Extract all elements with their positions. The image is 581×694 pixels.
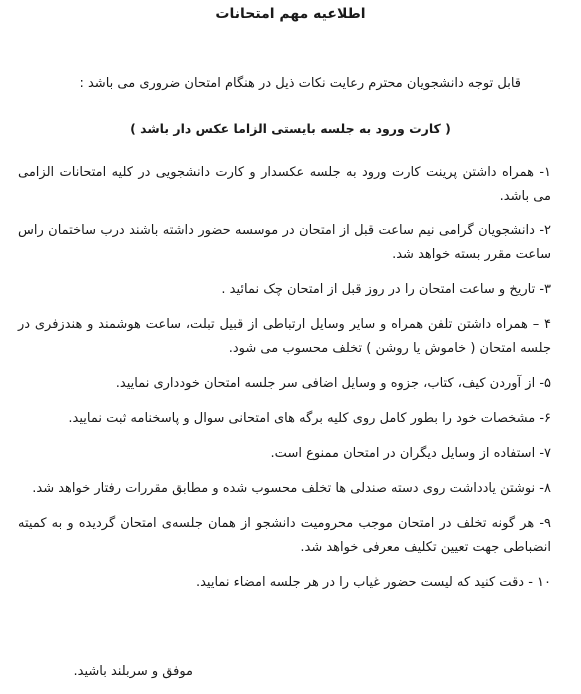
id-card-notice: ( کارت ورود به جلسه بایستی الزاما عکس دار باشد ) (130, 121, 451, 136)
rule-item-2: ۲- دانشجویان گرامی نیم ساعت قبل از امتحان در موسسه حضور داشته باشند درب ساختمان راس ساعت مقرر بسته خواهد شد. (18, 223, 551, 262)
rule-item-9: ۹- هر گونه تخلف در امتحان موجب محرومیت دانشجو از همان جلسه‌ی امتحان گردیده و به کمیته انضباطی جهت تعیین تکلیف معرفی خواهد شد. (18, 516, 551, 555)
rule-item-8: ۸- نوشتن یادداشت روی دسته صندلی ها تخلف محسوب شده و مطابق مقررات رفتار خواهد شد. (32, 481, 551, 496)
rule-item-6: ۶- مشخصات خود را بطور کامل روی کلیه برگه های امتحانی سوال و پاسخنامه ثبت نمایید. (68, 411, 551, 426)
rule-item-5: ۵- از آوردن کیف، کتاب، جزوه و وسایل اضافی سر جلسه امتحان خودداری نمایید. (115, 376, 551, 391)
rule-item-1: ۱- همراه داشتن پرینت کارت ورود به جلسه عکسدار و کارت دانشجویی در کلیه امتحانات الزامی می باشد. (18, 165, 551, 204)
rule-item-10: ۱۰ - دقت کنید که لیست حضور غیاب را در هر جلسه امضاء نمایید. (195, 575, 551, 590)
rule-item-4: ۴ – همراه داشتن تلفن همراه و سایر وسایل ارتباطی از قبیل تبلت، ساعت هوشمند و هندزفری در جلسه امتحان ( خاموش یا روشن ) تخلف محسوب می شود. (18, 317, 551, 356)
rule-item-3: ۳- تاریخ و ساعت امتحان را در روز قبل از امتحان چک نمائید . (221, 282, 551, 297)
closing-text: موفق و سربلند باشید. (73, 664, 193, 679)
intro-text: قابل توجه دانشجویان محترم رعایت نکات ذیل در هنگام امتحان ضروری می باشد : (79, 76, 521, 91)
page-title: اطلاعیه مهم امتحانات (215, 6, 366, 22)
rules-list (18, 161, 551, 595)
rule-item-7: ۷- استفاده از وسایل دیگران در امتحان ممنوع است. (270, 446, 551, 461)
